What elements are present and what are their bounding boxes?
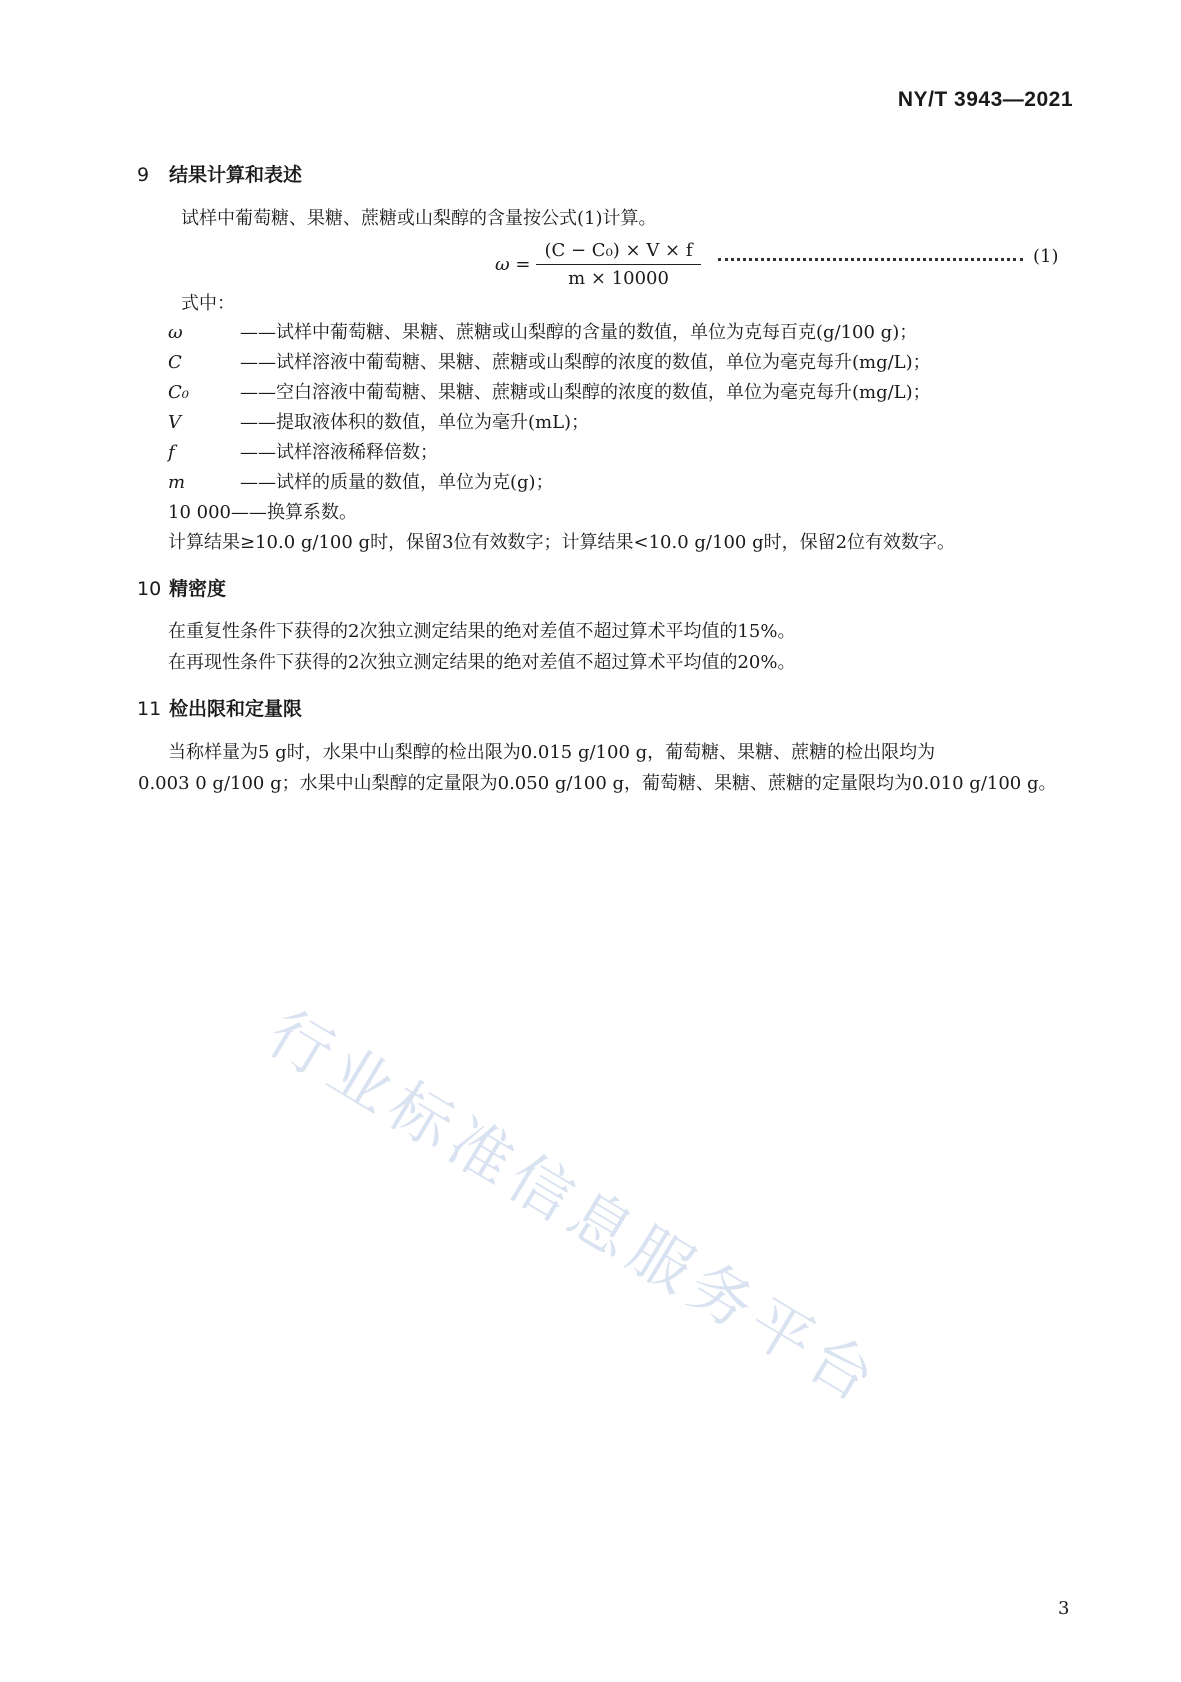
variable-description: ——试样溶液稀释倍数；	[240, 442, 438, 463]
formula-numerator: (C − C₀) × V × f	[536, 240, 700, 265]
variable-row	[168, 408, 589, 434]
section-number: 9	[137, 164, 150, 186]
where-label: 式中：	[181, 293, 235, 314]
section-11-heading	[137, 694, 302, 721]
section-title: 精密度	[169, 578, 227, 600]
detection-limit-line: 0.003 0 g/100 g；水果中山梨醇的定量限为0.050 g/100 g，葡萄糖、果糖、蔗糖的定量限均为0.010 g/100 g。	[138, 773, 1057, 794]
watermark: 行业标准信息服务平台	[255, 996, 894, 1420]
formula-number: (1)	[1033, 246, 1059, 267]
formula-fraction	[536, 240, 700, 289]
variable-description: ——空白溶液中葡萄糖、果糖、蔗糖或山梨醇的浓度的数值，单位为毫克每升(mg/L)；	[240, 382, 931, 403]
leader-dots	[718, 258, 1023, 261]
section-title: 结果计算和表述	[169, 164, 303, 186]
variable-description: ——试样中葡萄糖、果糖、蔗糖或山梨醇的含量的数值，单位为克每百克(g/100 g)；	[240, 322, 918, 343]
formula-intro: 试样中葡萄糖、果糖、蔗糖或山梨醇的含量按公式(1)计算。	[181, 208, 657, 229]
formula-1	[495, 240, 701, 289]
variable-row	[168, 498, 357, 524]
formula-denominator: m × 10000	[568, 268, 669, 289]
variable-symbol: C₀	[168, 382, 189, 403]
section-9-heading	[137, 160, 302, 187]
detection-limit-line: 当称样量为5 g时，水果中山梨醇的检出限为0.015 g/100 g，葡萄糖、果糖、蔗糖的检出限均为	[168, 742, 936, 763]
variable-symbol: ω	[168, 322, 183, 343]
precision-line: 在再现性条件下获得的2次独立测定结果的绝对差值不超过算术平均值的20%。	[168, 652, 796, 673]
variable-symbol: C	[168, 352, 182, 373]
rounding-rule: 计算结果≥10.0 g/100 g时，保留3位有效数字；计算结果<10.0 g/100 g时，保留2位有效数字。	[168, 532, 956, 553]
page-number: 3	[1058, 1598, 1070, 1619]
formula-lhs: ω =	[495, 254, 531, 275]
variable-description: ——提取液体积的数值，单位为毫升(mL)；	[240, 412, 590, 433]
variable-symbol: f	[168, 442, 175, 463]
variable-description: ——试样溶液中葡萄糖、果糖、蔗糖或山梨醇的浓度的数值，单位为毫克每升(mg/L)；	[240, 352, 931, 373]
variable-description: ——换算系数。	[230, 502, 357, 523]
section-10-heading	[137, 574, 226, 601]
variable-row	[168, 378, 931, 404]
section-number: 11	[137, 698, 162, 720]
variable-row	[168, 468, 554, 494]
standard-code: NY/T 3943—2021	[897, 88, 1073, 111]
variable-row	[168, 318, 917, 344]
variable-symbol: m	[168, 472, 186, 493]
precision-line: 在重复性条件下获得的2次独立测定结果的绝对差值不超过算术平均值的15%。	[168, 621, 796, 642]
variable-description: ——试样的质量的数值，单位为克(g)；	[240, 472, 554, 493]
variable-row	[168, 438, 438, 464]
section-title: 检出限和定量限	[169, 698, 303, 720]
variable-symbol: 10 000	[168, 502, 231, 523]
section-number: 10	[137, 578, 162, 600]
variable-symbol: V	[168, 412, 181, 433]
variable-row	[168, 348, 931, 374]
